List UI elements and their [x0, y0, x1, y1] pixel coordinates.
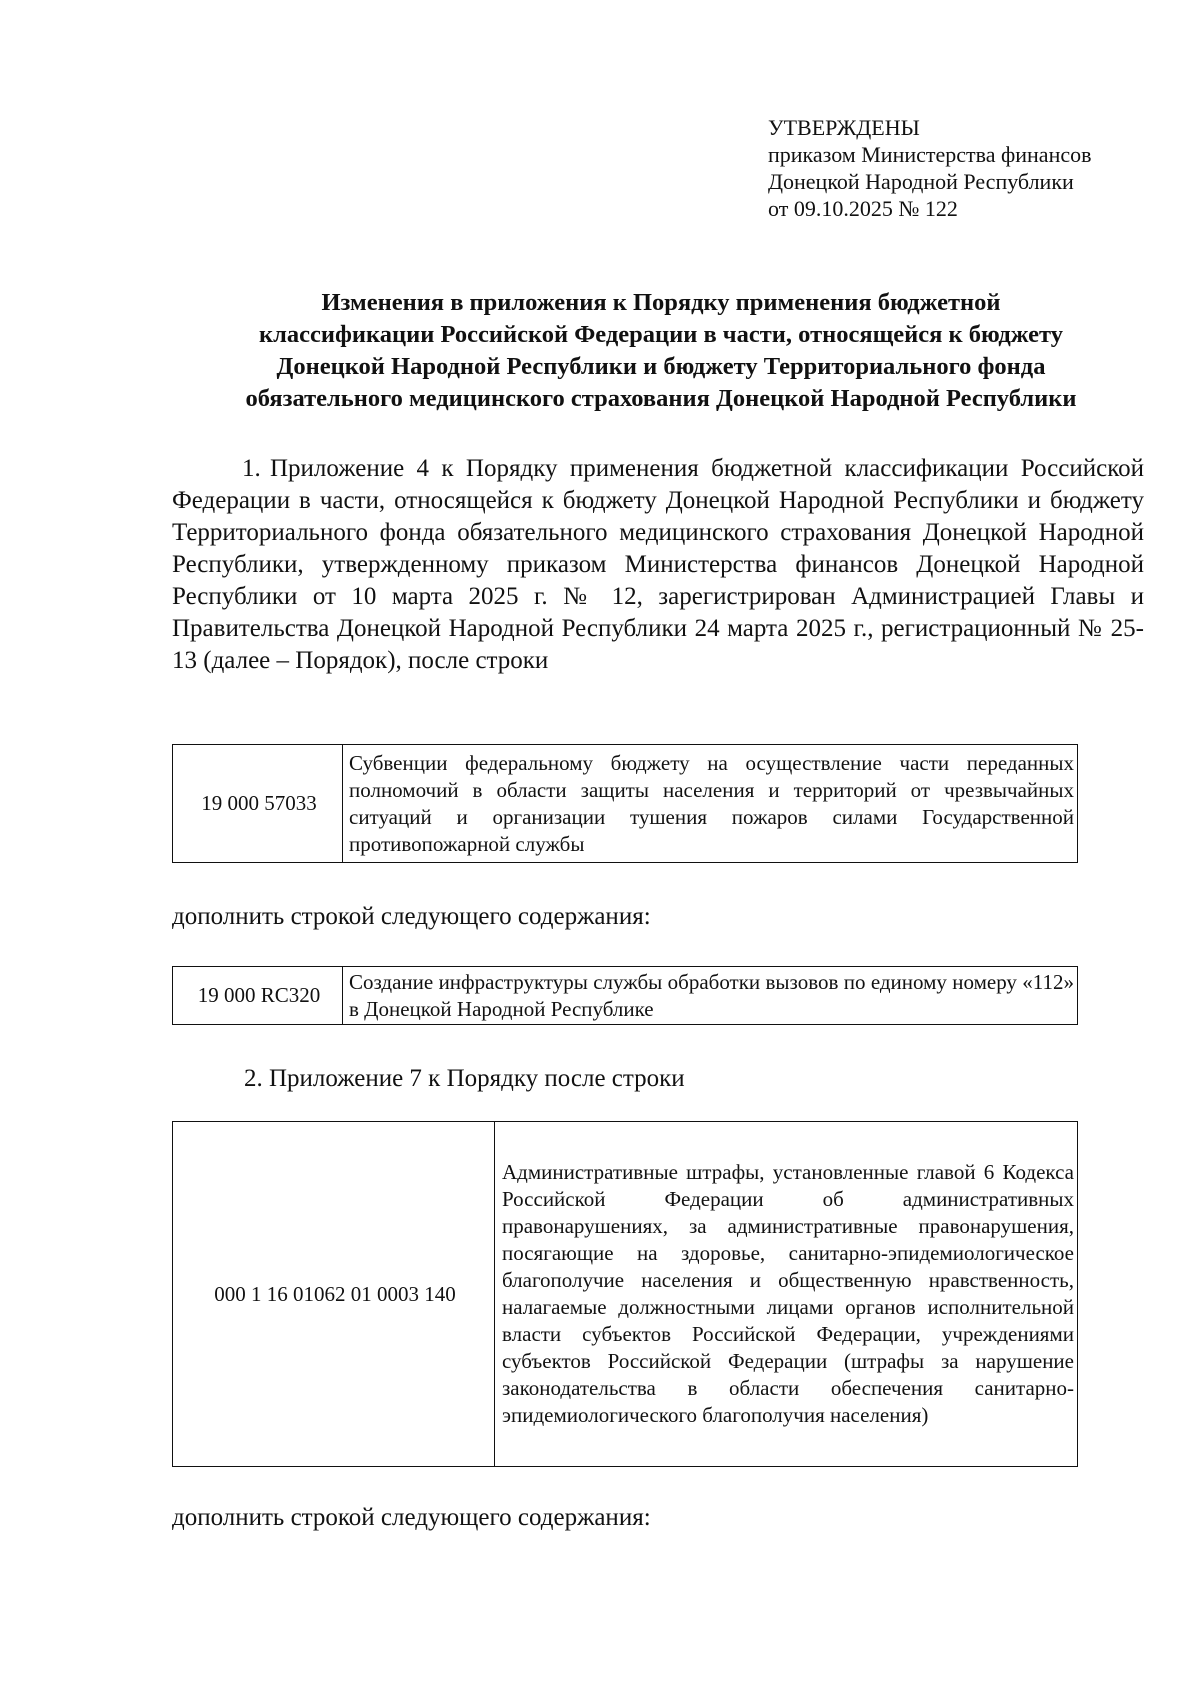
budget-description-cell: Создание инфраструктуры службы обработки вызовов по единому номеру «112» в Донецкой Народной Республике: [343, 967, 1078, 1025]
approval-line: от 09.10.2025 № 122: [768, 196, 958, 221]
budget-code-table-1: [172, 744, 1078, 863]
approval-line: УТВЕРЖДЕНЫ: [768, 115, 920, 140]
table-row: [173, 745, 1078, 863]
table-row: [173, 1122, 1078, 1467]
budget-code-cell: 19 000 RC320: [173, 967, 343, 1025]
title-line: классификации Российской Федерации в части, относящейся к бюджету: [258, 321, 1064, 348]
item-2-paragraph: 2. Приложение 7 к Порядку после строки: [244, 1065, 685, 1092]
item-1-number: 1.: [242, 455, 261, 482]
table-row: [173, 967, 1078, 1025]
budget-code-cell: 000 1 16 01062 01 0003 140: [173, 1122, 495, 1467]
approval-line: приказом Министерства финансов: [768, 142, 1092, 167]
title-line: обязательного медицинского страхования Донецкой Народной Республики: [245, 385, 1077, 412]
supplement-text-2: дополнить строкой следующего содержания:: [172, 1504, 651, 1531]
budget-code-table-3: [172, 1121, 1078, 1467]
item-1-text: Приложение 4 к Порядку применения бюджетной классификации Российской Федерации в части, относящейся к бюджету Донецкой Народной Республики и бюджету Территориального фонда обязательного медицинского страхования Донецкой Народной Республики, утвержденному приказом Министерства финансов Донецкой Народной Республики от 10 марта 2025 г. № 12, зарегистрирован Администрацией Главы и Правительства Донецкой Народной Республики 24 марта 2025 г., регистрационный № 25-13 (далее – Порядок), после строки: [172, 455, 1144, 674]
budget-code-table-2: [172, 966, 1078, 1025]
approval-stamp: [768, 114, 1092, 222]
title-line: Донецкой Народной Республики и бюджету Территориального фонда: [276, 353, 1046, 380]
approval-line: Донецкой Народной Республики: [768, 169, 1074, 194]
item-1-paragraph: [172, 453, 1144, 677]
budget-description-cell: Субвенции федеральному бюджету на осуществление части переданных полномочий в области защиты населения и территорий от чрезвычайных ситуаций и организации тушения пожаров силами Государственной противопожарной службы: [343, 745, 1078, 863]
document-title: [168, 287, 1154, 415]
title-line: Изменения в приложения к Порядку применения бюджетной: [321, 289, 1001, 316]
budget-code-cell: 19 000 57033: [173, 745, 343, 863]
budget-description-cell: Административные штрафы, установленные главой 6 Кодекса Российской Федерации об административных правонарушениях, за административные правонарушения, посягающие на здоровье, санитарно-эпидемиологическое благополучие населения и общественную нравственность, налагаемые должностными лицами органов исполнительной власти субъектов Российской Федерации, учреждениями субъектов Российской Федерации (штрафы за нарушение законодательства в области обеспечения санитарно-эпидемиологического благополучия населения): [495, 1122, 1078, 1467]
supplement-text-1: дополнить строкой следующего содержания:: [172, 903, 651, 930]
